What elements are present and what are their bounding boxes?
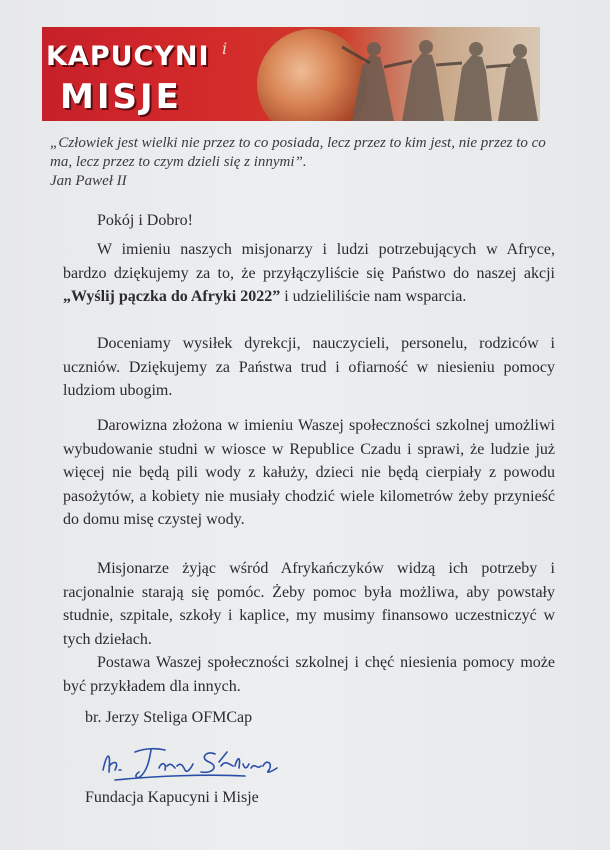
- logo-text-misje: MISJE: [60, 77, 182, 117]
- signatory-name: br. Jerzy Steliga OFMCap: [85, 709, 253, 726]
- paragraph-3: Darowizna złożona w imieniu Waszej społeczności szkolnej umożliwi wybudowanie studni w wiosce w Republice Czadu i sprawi, że ludzie już więcej nie będą pili wody z kałuży, dzieci nie będą cierpiały z powodu pasożytów, a kobiety nie musiały chodzić wiele kilometrów żeby przynieść do domu misę czystej wody.: [63, 417, 555, 528]
- dancing-monks-image: [332, 27, 540, 121]
- paragraph-2: Doceniamy wysiłek dyrekcji, nauczycieli, personelu, rodziców i uczniów. Dziękujemy za Państwa trud i ofiarność w niesieniu pomocy ludziom ubogim.: [63, 335, 555, 399]
- paragraph-1: W imieniu naszych misjonarzy i ludzi potrzebujących w Afryce, bardzo dziękujemy za to, że przyłączyliście się Państwo do naszej akcji „Wyślij pączka do Afryki 2022” i udzieliliście nam wsparcia.: [63, 241, 555, 305]
- quote-text: „Człowiek jest wielki nie przez to co posiada, lecz przez to kim jest, nie przez to co ma, lecz przez to czym dzieli się z innymi”.: [50, 135, 546, 170]
- foundation-name: Fundacja Kapucyni i Misje: [85, 789, 259, 806]
- header-banner: [42, 27, 540, 121]
- handwritten-signature: [95, 740, 295, 790]
- paragraph-5: Postawa Waszej społeczności szkolnej i chęć niesienia pomocy może być przykładem dla innych.: [63, 654, 555, 695]
- quote-author: Jan Paweł II: [50, 173, 127, 189]
- logo-text-kapucyni: KAPUCYNI: [46, 41, 210, 72]
- logo-text-i: i: [222, 39, 228, 58]
- campaign-name: „Wyślij pączka do Afryki 2022”: [63, 288, 281, 305]
- paragraph-4: Misjonarze żyjąc wśród Afrykańczyków widzą ich potrzeby i racjonalnie starają się pomóc. Żeby pomoc była możliwa, aby powstały studnie, szpitale, szkoły i kaplice, my musimy finansowo uczestniczyć w tych dziełach.: [63, 560, 555, 648]
- kapucyni-misje-logo: [46, 37, 256, 117]
- greeting: Pokój i Dobro!: [97, 212, 193, 229]
